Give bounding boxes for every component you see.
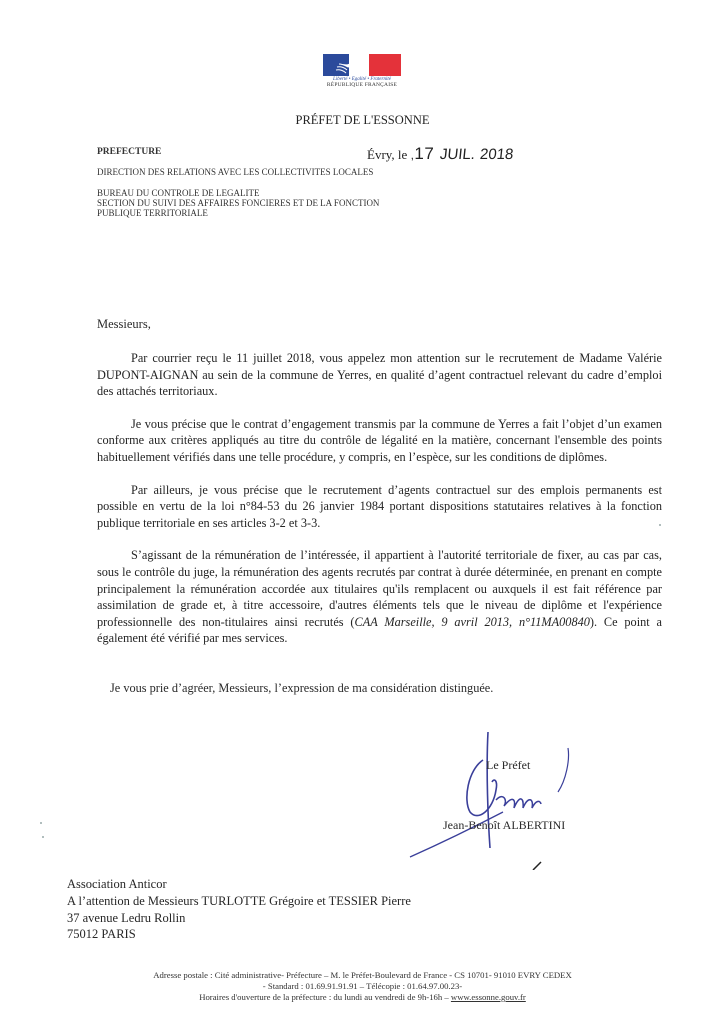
addressee-line-4: 75012 PARIS: [67, 927, 136, 942]
addressee-line-2: A l’attention de Messieurs TURLOTTE Grégoire et TESSIER Pierre: [67, 893, 411, 908]
website-link[interactable]: www.essonne.gouv.fr: [450, 992, 526, 1002]
date-stamp: ,17 JUIL. 2018: [410, 144, 515, 163]
date-day: 17: [414, 144, 435, 163]
marianne-flag-icon: [323, 54, 401, 76]
section-label-line1: SECTION DU SUIVI DES AFFAIRES FONCIERES ET DE LA FONCTION: [97, 198, 380, 208]
footer-address: Adresse postale : Cité administrative- Préfecture – M. le Préfet-Boulevard de France - CS 10701- 91010 EVRY CEDEX: [153, 970, 572, 980]
paragraph-4-end: ). Ce point a également été vérifié par mes services.: [97, 614, 662, 646]
addressee-line-3: 37 avenue Ledru Rollin: [67, 910, 186, 925]
direction-label: DIRECTION DES RELATIONS AVEC LES COLLECTIVITES LOCALES: [97, 167, 374, 177]
signatory-name: Jean-Benoît ALBERTINI: [443, 818, 566, 832]
prefet-title: PRÉFET DE L'ESSONNE: [295, 113, 430, 127]
paragraph-4: [97, 547, 662, 647]
handwritten-signature-icon: [408, 730, 628, 870]
republic-label: RÉPUBLIQUE FRANÇAISE: [326, 82, 398, 88]
paragraph-4-main: S’agissant de la rémunération de l’intéressée, il appartient à l'autorité territoriale de fixer, au cas par cas, sous le contrôle du juge, la rémunération des agents recrutés par contrat à durée déterminée, en prenant en compte principalement la rémunération accordée aux titulaires qu'ils remplacent ou auxquels il est fait référence par assimilation de grade et, à titre accessoire, d'autres éléments tels que le niveau de diplôme et l'expérience professionnelle des non-titulaires ainsi recrutés (: [97, 548, 662, 629]
bureau-label: BUREAU DU CONTROLE DE LEGALITE: [97, 188, 260, 198]
footer: [0, 970, 725, 1003]
scan-speck: [659, 524, 661, 526]
date-year: 2018: [478, 146, 515, 163]
closing-formula: Je vous prie d’agréer, Messieurs, l’expression de ma considération distinguée.: [110, 681, 494, 695]
addressee-block: [67, 876, 411, 943]
date-month: JUIL.: [438, 146, 476, 163]
republique-francaise-logo: [322, 54, 402, 88]
scan-speck: [42, 836, 44, 838]
scan-speck: [40, 822, 42, 824]
signature-block: [408, 730, 628, 870]
footer-hours-text: Horaires d'ouverture de la préfecture : du lundi au vendredi de 9h-16h –: [199, 992, 451, 1002]
signatory-title: Le Préfet: [486, 758, 531, 772]
footer-phone: - Standard : 01.69.91.91.91 – Télécopie : 01.64.97.00.23-: [262, 981, 463, 991]
motto: Liberté • Égalité • Fraternité: [333, 77, 391, 82]
addressee-line-1: Association Anticor: [67, 877, 167, 891]
paragraph-3: Par ailleurs, je vous précise que le recrutement d’agents contractuel sur des emplois permanents est possible en vertu de la loi n°84-53 du 26 janvier 1984 portant dispositions statutaires relatives à la fonction publique territoriale en ses articles 3-2 et 3-3.: [97, 482, 662, 530]
letter-body: [97, 350, 662, 647]
date-line: [367, 144, 513, 164]
paragraph-1: Par courrier reçu le 11 juillet 2018, vous appelez mon attention sur le recrutement de Madame Valérie DUPONT-AIGNAN au sein de la commune de Yerres, en qualité d’agent contractuel relevant du cadre d’emploi des attachés territoriaux.: [97, 351, 662, 399]
paragraph-2: Je vous précise que le contrat d’engagement transmis par la commune de Yerres a fait l’objet d’un examen conforme aux critères appliqués au titre du contrôle de légalité en la matière, concernant l'ensemble des points habituellement vérifiés dans une telle procédure, y compris, en l’espèce, sur les conditions de diplômes.: [97, 416, 662, 464]
date-place: Évry, le: [367, 147, 408, 162]
salutation: Messieurs,: [97, 317, 151, 331]
paragraph-4-citation: CAA Marseille, 9 avril 2013, n°11MA00840: [354, 614, 590, 629]
prefecture-label: PREFECTURE: [97, 147, 162, 157]
footer-hours: [0, 992, 725, 1003]
section-label-line2: PUBLIQUE TERRITORIALE: [97, 208, 208, 218]
